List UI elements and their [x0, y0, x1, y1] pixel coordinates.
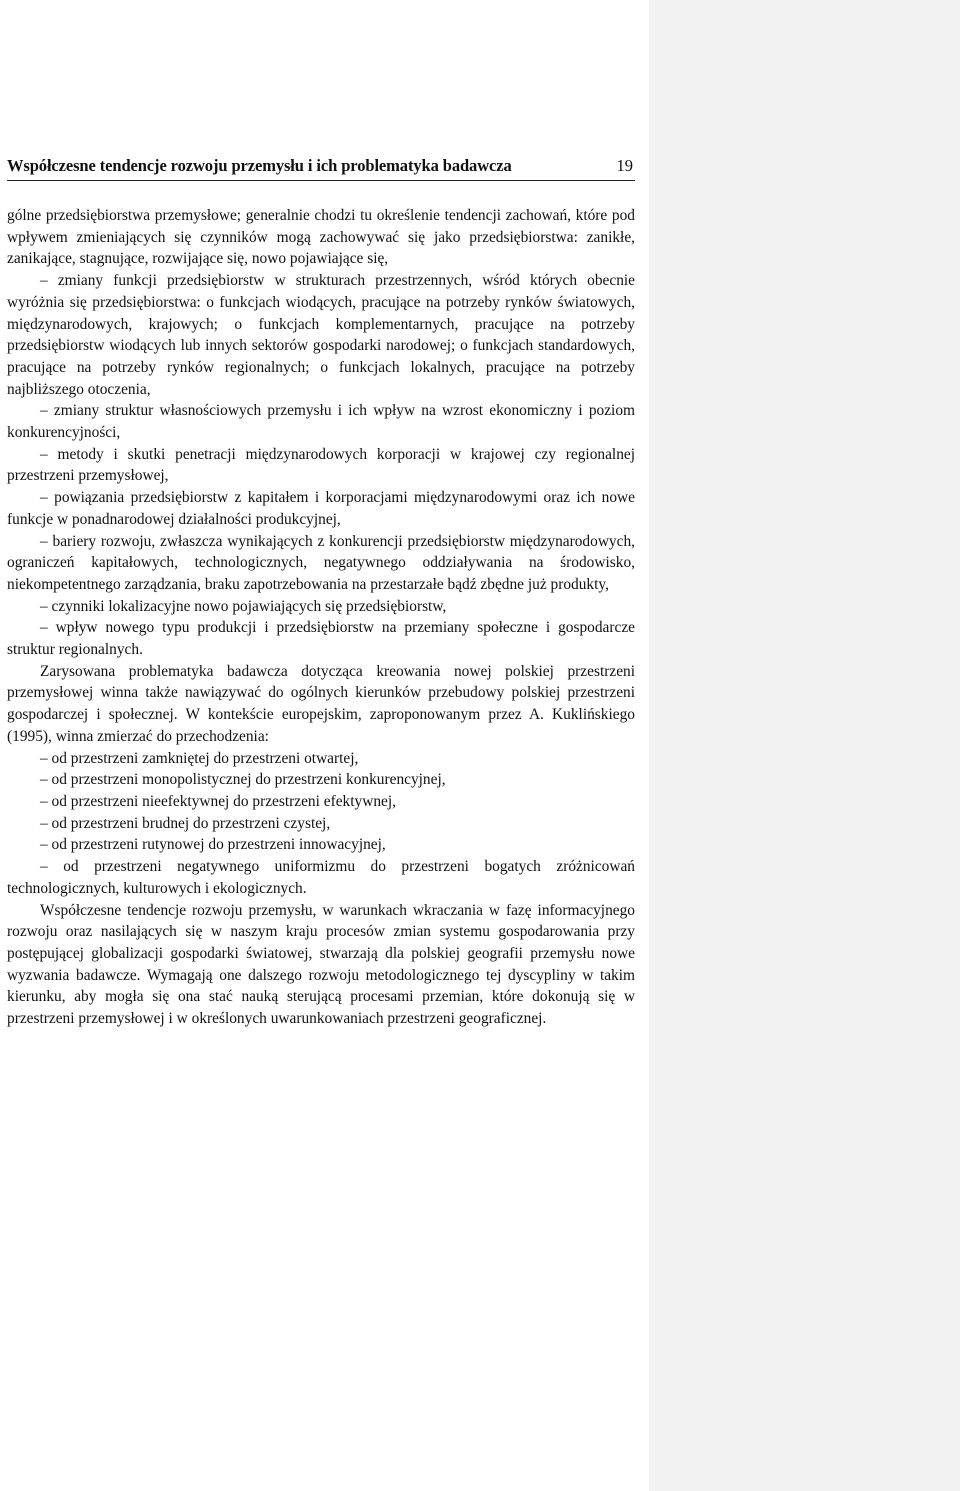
- dash-list-item: – od przestrzeni brudnej do przestrzeni czystej,: [7, 813, 635, 835]
- dash-list-item: – od przestrzeni negatywnego uniformizmu do przestrzeni bogatych zróżnicowań technologicznych, kulturowych i ekologicznych.: [7, 856, 635, 899]
- paragraph: Zarysowana problematyka badawcza dotycząca kreowania nowej polskiej przestrzeni przemysłowej winna także nawiązywać do ogólnych kierunków przebudowy polskiej przestrzeni gospodarczej i społecznej. W kontekście europejskim, zaproponowanym przez A. Kuklińskiego (1995), winna zmierzać do przechodzenia:: [7, 662, 635, 745]
- comment-margin-panel: [649, 0, 960, 1491]
- dash-list-item: – powiązania przedsiębiorstw z kapitałem i korporacjami międzynarodowymi oraz ich nowe funkcje w ponadnarodowej działalności produkcyjnej,: [7, 487, 635, 530]
- dash-list-item: – zmiany struktur własnościowych przemysłu i ich wpływ na wzrost ekonomiczny i poziom konkurencyjności,: [7, 400, 635, 443]
- running-header: [7, 156, 635, 181]
- dash-list-item: – od przestrzeni monopolistycznej do przestrzeni konkurencyjnej,: [7, 769, 635, 791]
- dash-list-item: – zmiany funkcji przedsiębiorstw w strukturach przestrzennych, wśród których obecnie wyróżnia się przedsiębiorstwa: o funkcjach wiodących, pracujące na potrzeby rynków światowych, międzynarodowych, krajowych; o funkcjach komplementarnych, pracujące na potrzeby przedsiębiorstw wiodących lub innych sektorów gospodarki narodowej; o funkcjach standardowych, pracujące na potrzeby rynków regionalnych; o funkcjach lokalnych, pracujące na potrzeby najbliższego otoczenia,: [7, 270, 635, 400]
- paragraph: Współczesne tendencje rozwoju przemysłu, w warunkach wkraczania w fazę informacyjnego rozwoju oraz nasilających się w naszym kraju procesów zmian systemu gospodarowania przy postępującej globalizacji gospodarki światowej, stwarzają dla polskiej geografii przemysłu nowe wyzwania badawcze. Wymagają one dalszego rozwoju metodologicznego tej dyscypliny w takim kierunku, aby mogła się ona stać nauką sterującą procesami przemian, które dokonują się w przestrzeni przemysłowej i w określonych uwarunkowaniach przestrzeni geograficznej.: [7, 901, 635, 1028]
- dash-list-item: – wpływ nowego typu produkcji i przedsiębiorstw na przemiany społeczne i gospodarcze struktur regionalnych.: [7, 617, 635, 660]
- header-title: Współczesne tendencje rozwoju przemysłu i ich problematyka badawcza: [7, 156, 512, 175]
- dash-list-item: – od przestrzeni nieefektywnej do przestrzeni efektywnej,: [7, 791, 635, 813]
- body-text: [7, 205, 635, 1030]
- dash-list-item: – bariery rozwoju, zwłaszcza wynikających z konkurencji przedsiębiorstw międzynarodowych, ograniczeń kapitałowych, technologicznych, negatywnego oddziaływania na środowisko, niekompetentnego zarządzania, braku zapotrzebowania na przestarzałe bądź zbędne już produkty,: [7, 531, 635, 596]
- page-number: 19: [616, 156, 633, 175]
- dash-list-item: – od przestrzeni rutynowej do przestrzeni innowacyjnej,: [7, 834, 635, 856]
- dash-list-item: – metody i skutki penetracji międzynarodowych korporacji w krajowej czy regionalnej przestrzeni przemysłowej,: [7, 444, 635, 487]
- paragraph: gólne przedsiębiorstwa przemysłowe; generalnie chodzi tu określenie tendencji zachowań, które pod wpływem zmieniających się czynników mogą zachowywać się jako przedsiębiorstwa: zanikłe, zanikające, stagnujące, rozwijające się, nowo pojawiające się,: [7, 207, 635, 268]
- dash-list-item: – od przestrzeni zamkniętej do przestrzeni otwartej,: [7, 748, 635, 770]
- dash-list-item: – czynniki lokalizacyjne nowo pojawiających się przedsiębiorstw,: [7, 596, 635, 618]
